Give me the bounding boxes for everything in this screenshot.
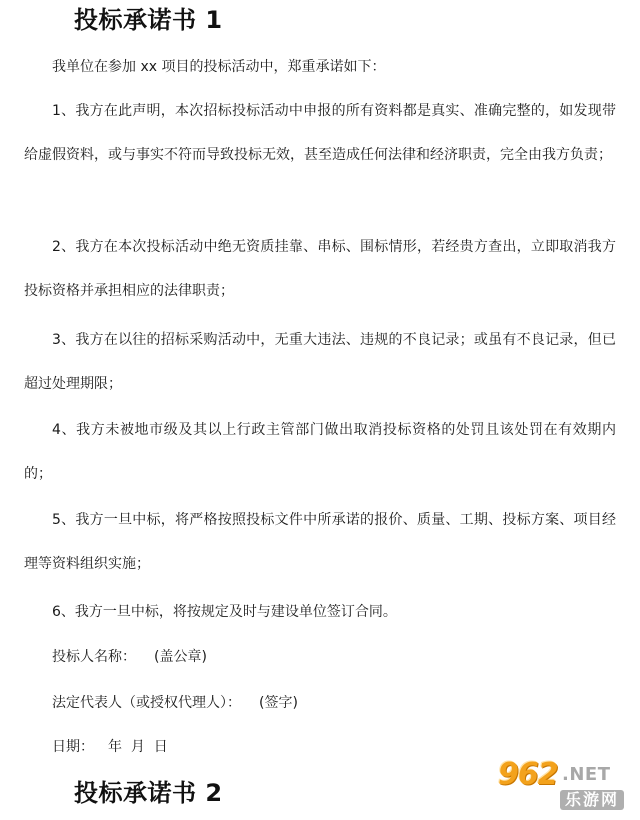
clause-3: 3、我方在以往的招标采购活动中，无重大违法、违规的不良记录；或虽有不良记录，但已超过处理期限； <box>24 332 616 392</box>
bidder-name-line <box>24 635 616 679</box>
document-title-2: 投标承诺书 2 <box>74 779 223 807</box>
legal-representative-label: 法定代表人（或授权代理人）： <box>52 695 241 711</box>
bidder-name-label: 投标人名称： <box>52 649 136 665</box>
clause-6: 6、我方一旦中标，将按规定及时与建设单位签订合同。 <box>52 604 397 620</box>
date-value: 年 月 日 <box>108 739 168 755</box>
signature-note: (签字) <box>259 695 298 711</box>
intro-paragraph: 我单位在参加 xx 项目的投标活动中，郑重承诺如下： <box>52 59 386 75</box>
date-label: 日期： <box>52 739 94 755</box>
official-seal-note: (盖公章) <box>154 649 207 665</box>
clause-1: 1、我方在此声明，本次招标投标活动中申报的所有资料都是真实、准确完整的，如发现带给虚假资料，或与事实不符而导致投标无效，甚至造成任何法律和经济职责，完全由我方负责； <box>24 103 616 163</box>
clause-2: 2、我方在本次投标活动中绝无资质挂靠、串标、围标情形，若经贵方查出，立即取消我方投标资格并承担相应的法律职责； <box>24 239 616 299</box>
watermark-site-name: 乐游网 <box>560 790 624 810</box>
document-title-1: 投标承诺书 1 <box>74 6 223 34</box>
watermark-logo: 962 <box>498 757 558 792</box>
watermark-net: .NET <box>562 764 611 785</box>
clause-4: 4、我方未被地市级及其以上行政主管部门做出取消投标资格的处罚且该处罚在有效期内的； <box>24 422 616 482</box>
legal-representative-line <box>24 681 616 725</box>
clause-5: 5、我方一旦中标，将严格按照投标文件中所承诺的报价、质量、工期、投标方案、项目经理等资料组织实施； <box>24 512 616 572</box>
site-watermark <box>498 758 634 816</box>
